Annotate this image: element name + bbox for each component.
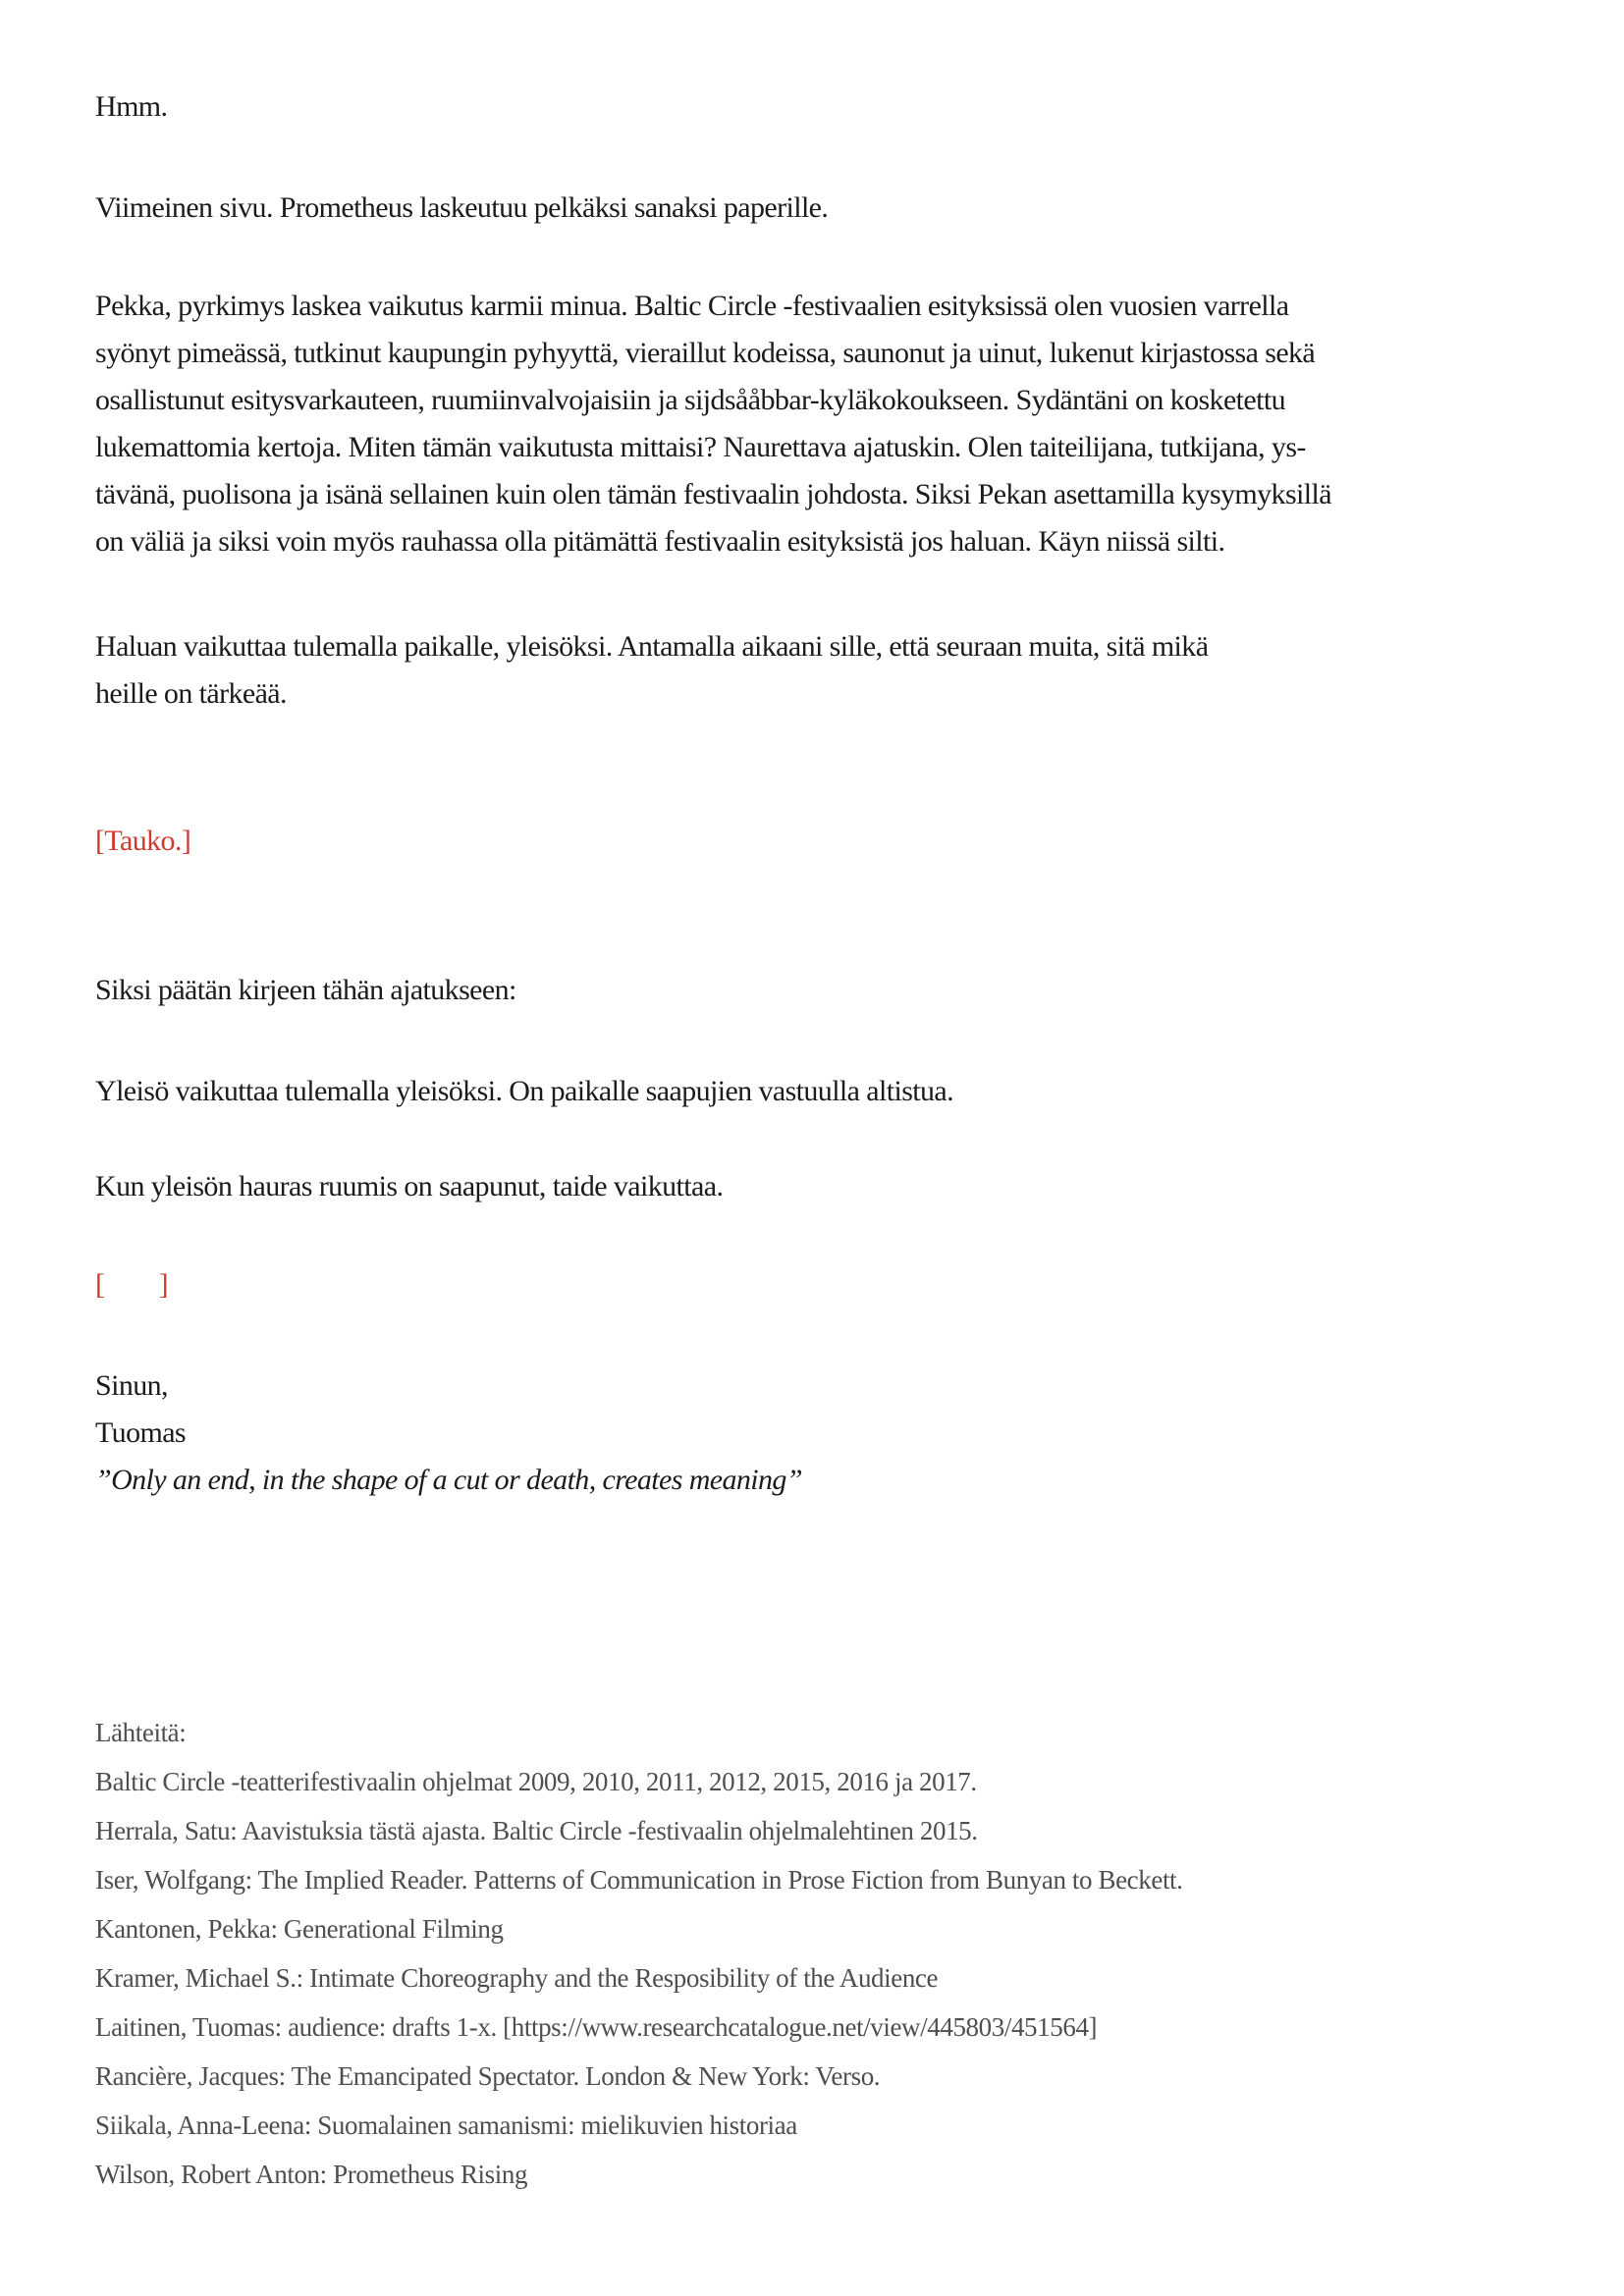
stage-direction-pause: [Tauko.] (95, 825, 191, 857)
paragraph-line: syönyt pimeässä, tutkinut kaupungin pyhyyttä, vieraillut kodeissa, saunonut ja uinut, lukenut kirjastossa sekä (95, 337, 1316, 369)
source-item: Kramer, Michael S.: Intimate Choreography and the Resposibility of the Audience (95, 1963, 939, 1993)
letter-last-page-line: Viimeinen sivu. Prometheus laskeutuu pelkäksi sanaksi paperille. (95, 191, 829, 224)
letter-closing-thought-1: Yleisö vaikuttaa tulemalla yleisöksi. On paikalle saapujien vastuulla altistua. (95, 1075, 954, 1107)
source-item: Rancière, Jacques: The Emancipated Spectator. London & New York: Verso. (95, 2061, 881, 2091)
source-item: Kantonen, Pekka: Generational Filming (95, 1914, 504, 1944)
source-item: Baltic Circle -teatterifestivaalin ohjelmat 2009, 2010, 2011, 2012, 2015, 2016 ja 2017. (95, 1767, 977, 1796)
source-item: Iser, Wolfgang: The Implied Reader. Patterns of Communication in Prose Fiction from Bunyan to Beckett. (95, 1865, 1183, 1895)
signoff-quote: ”Only an end, in the shape of a cut or death, creates meaning” (95, 1464, 802, 1496)
letter-opening-hmm: Hmm. (95, 90, 168, 123)
paragraph-line: heille on tärkeää. (95, 677, 287, 710)
letter-paragraph-haluan (95, 623, 1208, 718)
letter-closing-intro: Siksi päätän kirjeen tähän ajatukseen: (95, 974, 516, 1006)
paragraph-line: Pekka, pyrkimys laskea vaikutus karmii minua. Baltic Circle -festivaalien esityksissä olen vuosien varrella (95, 290, 1289, 322)
source-item: Herrala, Satu: Aavistuksia tästä ajasta. Baltic Circle -festivaalin ohjelmalehtinen 2015. (95, 1816, 978, 1845)
paragraph-line: on väliä ja siksi voin myös rauhassa olla pitämättä festivaalin esityksistä jos haluan. Käyn niissä silti. (95, 525, 1225, 558)
signoff-tuomas: Tuomas (95, 1416, 186, 1449)
letter-signoff (95, 1362, 802, 1504)
sources-heading: Lähteitä: (95, 1718, 187, 1747)
source-item: Wilson, Robert Anton: Prometheus Rising (95, 2160, 528, 2189)
source-item: Siikala, Anna-Leena: Suomalainen samanismi: mielikuvien historiaa (95, 2110, 797, 2140)
stage-direction-empty-brackets: [ ] (95, 1268, 168, 1301)
paragraph-line: osallistunut esitysvarkauteen, ruumiinvalvojaisiin ja sijdsååbbar-kyläkokoukseen. Sydäntäni on kosketettu (95, 384, 1285, 416)
sources-section (95, 1708, 1183, 2199)
paragraph-line: Haluan vaikuttaa tulemalla paikalle, yleisöksi. Antamalla aikaani sille, että seuraan muita, sitä mikä (95, 630, 1209, 663)
paragraph-line: tävänä, puolisona ja isänä sellainen kuin olen tämän festivaalin johdosta. Siksi Pekan asettamilla kysymyksillä (95, 478, 1331, 510)
letter-closing-thought-2: Kun yleisön hauras ruumis on saapunut, taide vaikuttaa. (95, 1170, 724, 1202)
signoff-sinun: Sinun, (95, 1369, 168, 1402)
letter-paragraph-influence (95, 283, 1331, 565)
paragraph-line: lukemattomia kertoja. Miten tämän vaikutusta mittaisi? Naurettava ajatuskin. Olen taiteilijana, tutkijana, ys- (95, 431, 1306, 463)
source-item: Laitinen, Tuomas: audience: drafts 1-x. [https://www.researchcatalogue.net/view/445803/451564] (95, 2012, 1098, 2042)
